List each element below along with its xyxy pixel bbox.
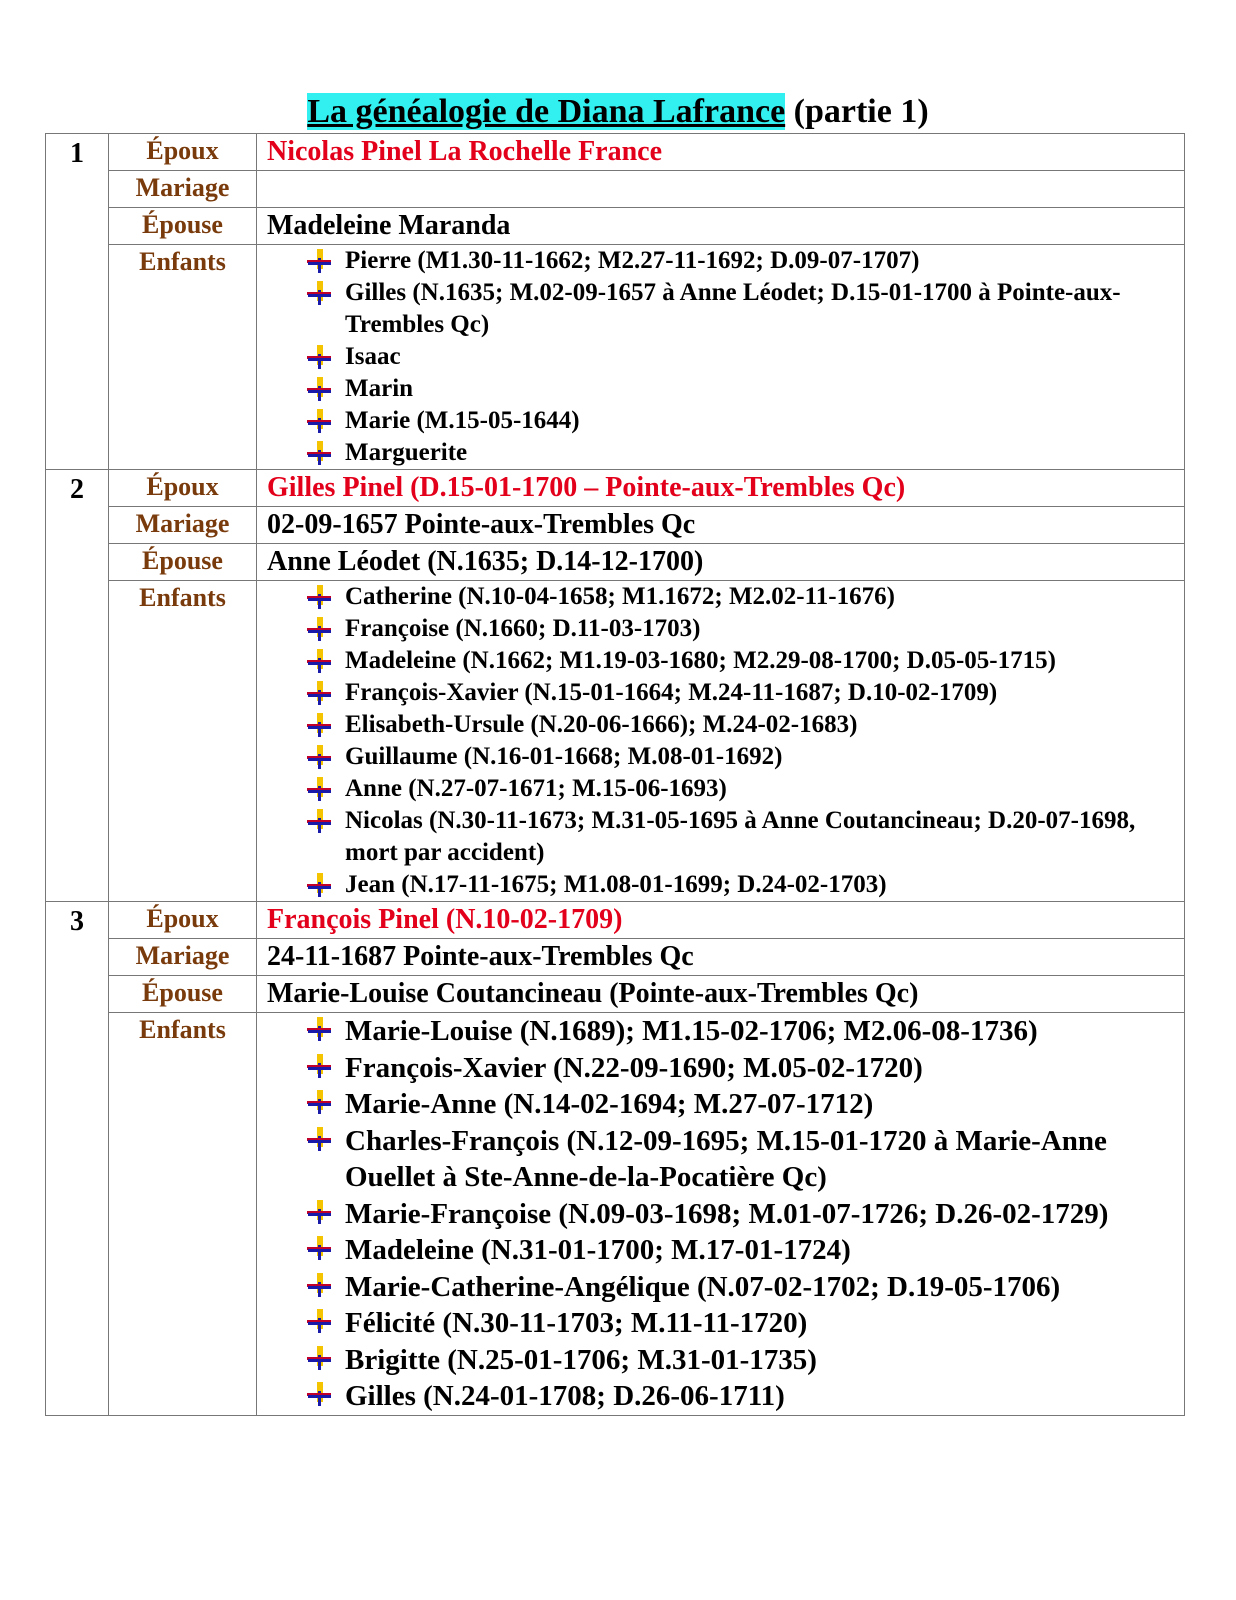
field-label: Épouse bbox=[109, 208, 257, 245]
cross-bullet-icon bbox=[307, 1017, 331, 1041]
children-row bbox=[46, 581, 1185, 902]
child-text: François-Xavier (N.22-09-1690; M.05-02-1720) bbox=[345, 1051, 923, 1084]
generation-row bbox=[46, 470, 1185, 507]
child-text: Gilles (N.24-01-1708; D.26-06-1711) bbox=[345, 1380, 785, 1412]
cross-bullet-icon bbox=[307, 1346, 331, 1370]
list-item bbox=[307, 373, 1174, 405]
field-label: Époux bbox=[109, 902, 257, 939]
husband-name: Nicolas Pinel La Rochelle France bbox=[257, 134, 1185, 171]
generation-row bbox=[46, 171, 1185, 208]
child-text: Marin bbox=[345, 375, 414, 402]
generation-number: 3 bbox=[46, 902, 109, 1416]
cross-bullet-icon bbox=[307, 281, 331, 305]
children-row bbox=[46, 1013, 1185, 1416]
child-text: Pierre (M1.30-11-1662; M2.27-11-1692; D.09-07-1707) bbox=[345, 247, 920, 274]
list-item bbox=[307, 277, 1174, 341]
child-text: Marie-Anne (N.14-02-1694; M.27-07-1712) bbox=[345, 1088, 874, 1120]
generation-number: 1 bbox=[46, 134, 109, 470]
cross-bullet-icon bbox=[307, 345, 331, 369]
title-highlight: La généalogie de Diana Lafrance bbox=[307, 93, 786, 130]
generation-row bbox=[46, 902, 1185, 939]
list-item bbox=[307, 1196, 1174, 1233]
cross-bullet-icon bbox=[307, 1200, 331, 1224]
cross-bullet-icon bbox=[307, 441, 331, 465]
marriage-info: 02-09-1657 Pointe-aux-Trembles Qc bbox=[257, 507, 1185, 544]
husband-name: Gilles Pinel (D.15-01-1700 – Pointe-aux-Trembles Qc) bbox=[257, 470, 1185, 507]
genealogy-table bbox=[45, 133, 1185, 1416]
cross-bullet-icon bbox=[307, 617, 331, 641]
cross-bullet-icon bbox=[307, 809, 331, 833]
child-text: Isaac bbox=[345, 343, 401, 370]
children-list bbox=[257, 245, 1184, 469]
field-label: Épouse bbox=[109, 976, 257, 1013]
cross-bullet-icon bbox=[307, 649, 331, 673]
cross-bullet-icon bbox=[307, 585, 331, 609]
child-text: Elisabeth-Ursule (N.20-06-1666); M.24-02-1683) bbox=[345, 711, 858, 738]
child-text: Marie (M.15-05-1644) bbox=[345, 407, 580, 434]
list-item bbox=[307, 245, 1174, 277]
cross-bullet-icon bbox=[307, 377, 331, 401]
wife-name: Anne Léodet (N.1635; D.14-12-1700) bbox=[257, 544, 1185, 581]
cross-bullet-icon bbox=[307, 1382, 331, 1406]
list-item bbox=[307, 805, 1174, 869]
cross-bullet-icon bbox=[307, 409, 331, 433]
cross-bullet-icon bbox=[307, 713, 331, 737]
generation-row bbox=[46, 507, 1185, 544]
children-list bbox=[257, 581, 1184, 901]
field-label: Époux bbox=[109, 134, 257, 171]
child-text: Marie-Catherine-Angélique (N.07-02-1702; D.19-05-1706) bbox=[345, 1270, 1061, 1303]
title-suffix: (partie 1) bbox=[785, 93, 929, 130]
child-text: Nicolas (N.30-11-1673; M.31-05-1695 à Anne Coutancineau; D.20-07-1698, mort par accident) bbox=[345, 807, 1136, 866]
cross-bullet-icon bbox=[307, 249, 331, 273]
generation-row bbox=[46, 544, 1185, 581]
list-item bbox=[307, 613, 1174, 645]
cross-bullet-icon bbox=[307, 1127, 331, 1151]
wife-name: Madeleine Maranda bbox=[257, 208, 1185, 245]
child-text: Françoise (N.1660; D.11-03-1703) bbox=[345, 615, 701, 642]
children-row bbox=[46, 245, 1185, 470]
field-label: Épouse bbox=[109, 544, 257, 581]
child-text: François-Xavier (N.15-01-1664; M.24-11-1687; D.10-02-1709) bbox=[345, 679, 998, 706]
child-text: Félicité (N.30-11-1703; M.11-11-1720) bbox=[345, 1307, 808, 1339]
children-cell bbox=[257, 245, 1185, 470]
list-item bbox=[307, 677, 1174, 709]
child-text: Marie-Louise (N.1689); M1.15-02-1706; M2.06-08-1736) bbox=[345, 1015, 1038, 1047]
list-item bbox=[307, 709, 1174, 741]
list-item bbox=[307, 1232, 1174, 1269]
child-text: Madeleine (N.1662; M1.19-03-1680; M2.29-08-1700; D.05-05-1715) bbox=[345, 647, 1056, 674]
list-item bbox=[307, 869, 1174, 901]
child-text: Anne (N.27-07-1671; M.15-06-1693) bbox=[345, 775, 727, 802]
field-label: Mariage bbox=[109, 171, 257, 208]
generation-number: 2 bbox=[46, 470, 109, 902]
cross-bullet-icon bbox=[307, 1054, 331, 1078]
list-item bbox=[307, 1013, 1174, 1050]
list-item bbox=[307, 405, 1174, 437]
marriage-info: 24-11-1687 Pointe-aux-Trembles Qc bbox=[257, 939, 1185, 976]
list-item bbox=[307, 773, 1174, 805]
list-item bbox=[307, 1050, 1174, 1087]
child-text: Charles-François (N.12-09-1695; M.15-01-1720 à Marie-Anne Ouellet à Ste-Anne-de-la-Pocatière Qc) bbox=[345, 1124, 1107, 1193]
list-item bbox=[307, 1342, 1174, 1379]
field-label: Mariage bbox=[109, 507, 257, 544]
cross-bullet-icon bbox=[307, 777, 331, 801]
field-label: Enfants bbox=[109, 581, 257, 902]
child-text: Madeleine (N.31-01-1700; M.17-01-1724) bbox=[345, 1234, 851, 1266]
generation-row bbox=[46, 939, 1185, 976]
list-item bbox=[307, 1123, 1174, 1196]
children-cell bbox=[257, 581, 1185, 902]
cross-bullet-icon bbox=[307, 1273, 331, 1297]
child-text: Marie-Françoise (N.09-03-1698; M.01-07-1726; D.26-02-1729) bbox=[345, 1197, 1109, 1230]
children-cell bbox=[257, 1013, 1185, 1416]
cross-bullet-icon bbox=[307, 873, 331, 897]
child-text: Marguerite bbox=[345, 439, 468, 466]
list-item bbox=[307, 1086, 1174, 1123]
list-item bbox=[307, 437, 1174, 469]
cross-bullet-icon bbox=[307, 1090, 331, 1114]
list-item bbox=[307, 1378, 1174, 1415]
children-list bbox=[257, 1013, 1184, 1415]
wife-name: Marie-Louise Coutancineau (Pointe-aux-Trembles Qc) bbox=[257, 976, 1185, 1013]
list-item bbox=[307, 1269, 1174, 1306]
field-label: Époux bbox=[109, 470, 257, 507]
list-item bbox=[307, 645, 1174, 677]
child-text: Gilles (N.1635; M.02-09-1657 à Anne Léodet; D.15-01-1700 à Pointe-aux-Trembles Qc) bbox=[345, 279, 1121, 338]
field-label: Enfants bbox=[109, 245, 257, 470]
child-text: Jean (N.17-11-1675; M1.08-01-1699; D.24-02-1703) bbox=[345, 871, 887, 898]
field-label: Enfants bbox=[109, 1013, 257, 1416]
list-item bbox=[307, 1305, 1174, 1342]
list-item bbox=[307, 581, 1174, 613]
generation-row bbox=[46, 976, 1185, 1013]
generation-row bbox=[46, 208, 1185, 245]
cross-bullet-icon bbox=[307, 1236, 331, 1260]
field-label: Mariage bbox=[109, 939, 257, 976]
marriage-info bbox=[257, 171, 1185, 208]
husband-name: François Pinel (N.10-02-1709) bbox=[257, 902, 1185, 939]
child-text: Guillaume (N.16-01-1668; M.08-01-1692) bbox=[345, 743, 783, 770]
child-text: Catherine (N.10-04-1658; M1.1672; M2.02-11-1676) bbox=[345, 583, 895, 610]
cross-bullet-icon bbox=[307, 1309, 331, 1333]
generation-row bbox=[46, 134, 1185, 171]
page-title bbox=[0, 90, 1236, 134]
list-item bbox=[307, 341, 1174, 373]
list-item bbox=[307, 741, 1174, 773]
cross-bullet-icon bbox=[307, 745, 331, 769]
cross-bullet-icon bbox=[307, 681, 331, 705]
child-text: Brigitte (N.25-01-1706; M.31-01-1735) bbox=[345, 1343, 817, 1376]
